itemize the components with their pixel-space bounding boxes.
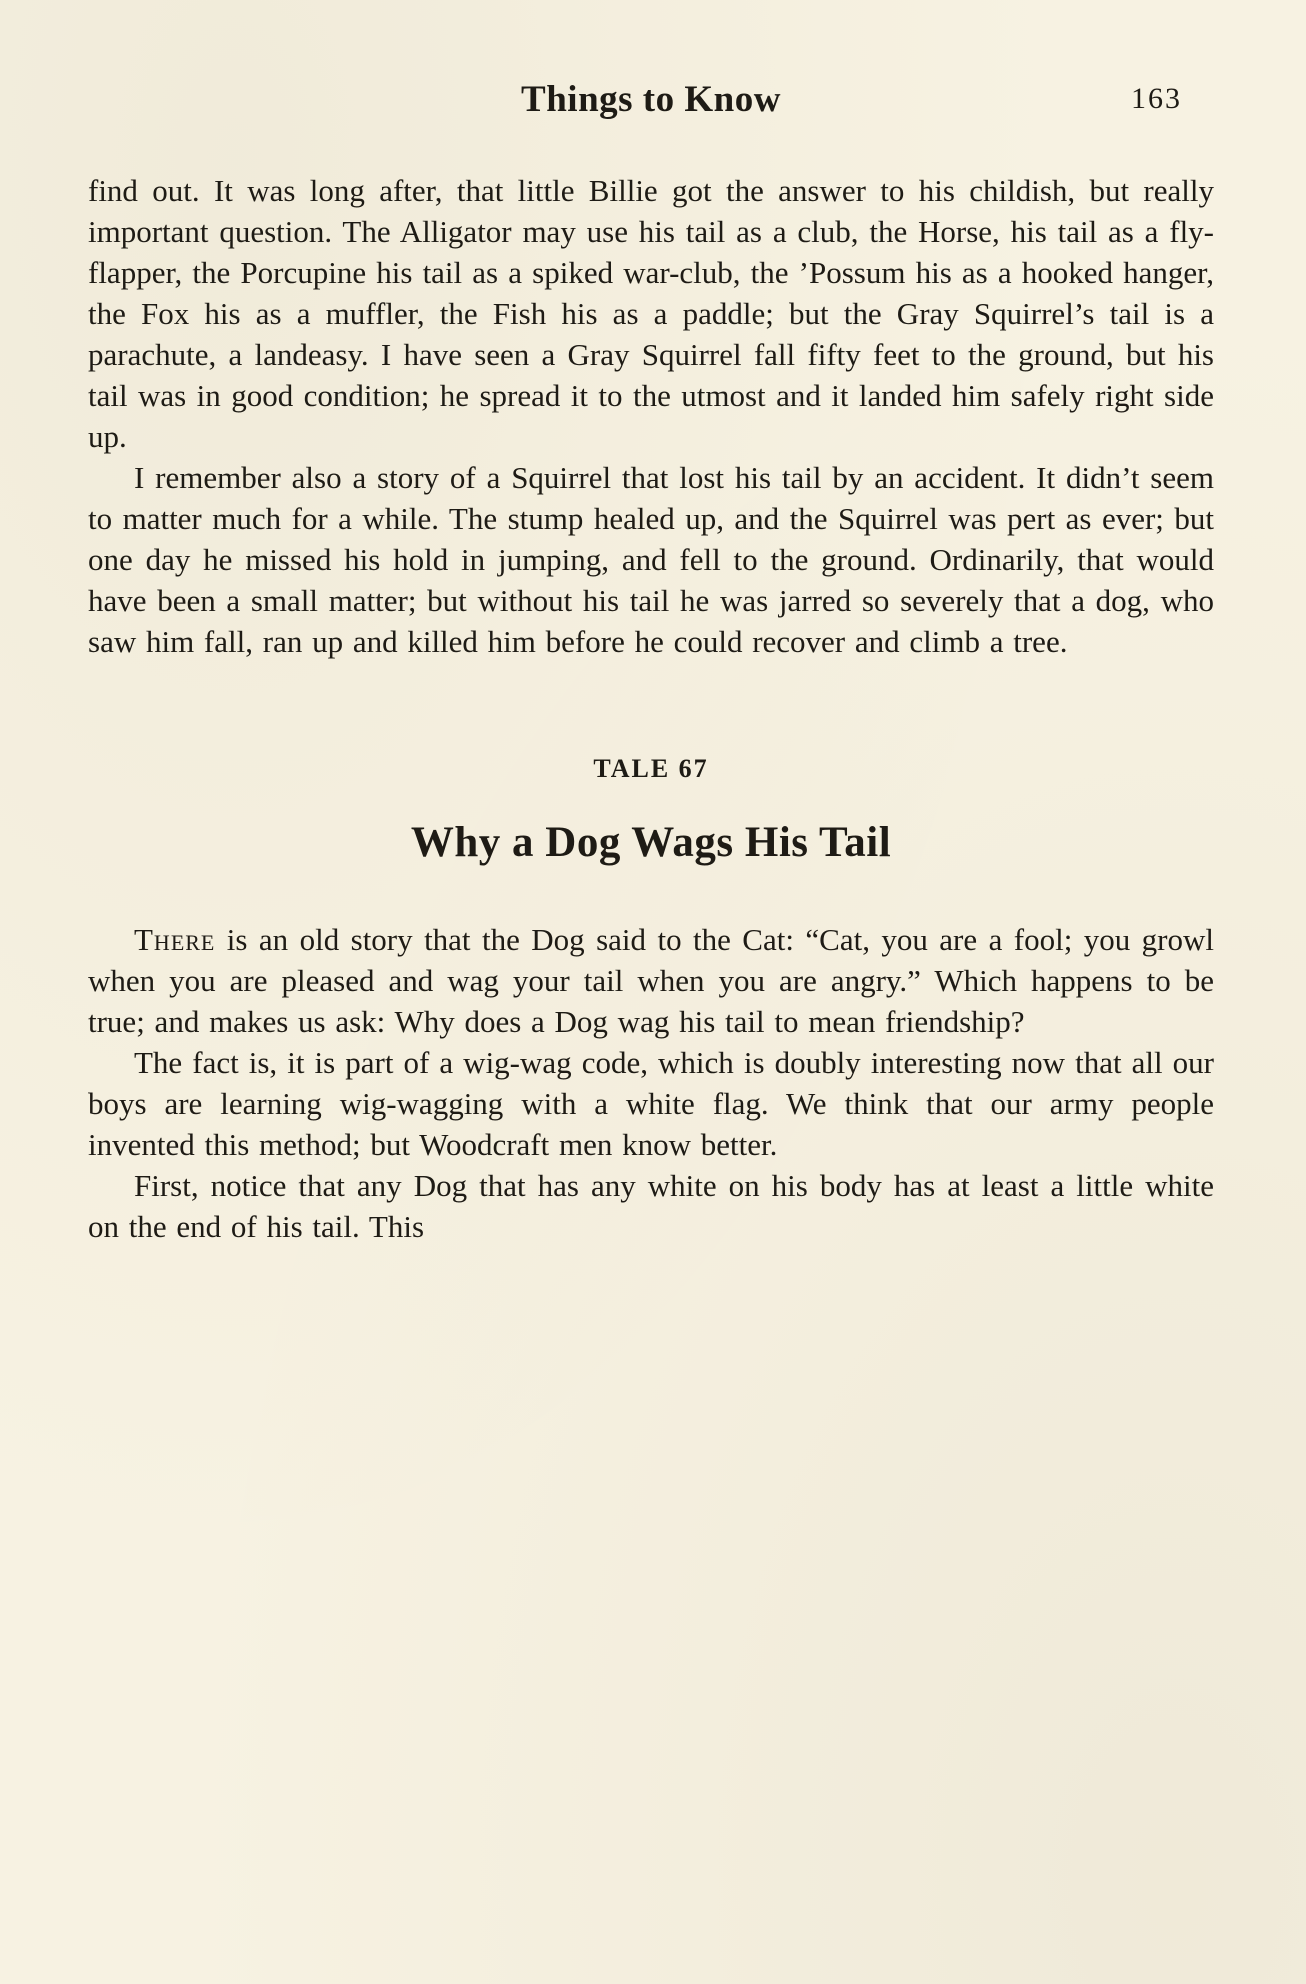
section-continuation xyxy=(88,170,1214,662)
paragraph: find out. It was long after, that little Billie got the answer to his childish, but really important question. The Alligator may use his tail as a club, the Horse, his tail as a fly-flapper, the Porcupine his tail as a spiked war-club, the ’Possum his as a hooked hanger, the Fox his as a muffler, the Fish his as a paddle; but the Gray Squirrel’s tail is a parachute, a landeasy. I have seen a Gray Squirrel fall fifty feet to the ground, but his tail was in good condition; he spread it to the utmost and it landed him safely right side up. xyxy=(88,173,1214,454)
paragraph: The fact is, it is part of a wig-wag code, which is doubly interesting now that all our boys are learning wig-wagging with a white flag. We think that our army people invented this method; but Woodcraft men know better. xyxy=(88,1045,1214,1162)
paragraph-rest: is an old story that the Dog said to the Cat: “Cat, you are a fool; you growl when you are pleased and wag your tail when you are angry.” Which happens to be true; and makes us ask: Why does a Dog wag his tail to mean friendship? xyxy=(88,922,1214,1039)
tale-number-label: TALE 67 xyxy=(593,754,709,783)
tale-title: Why a Dog Wags His Tail xyxy=(410,819,892,866)
tale-section xyxy=(88,754,1214,1247)
paragraph: I remember also a story of a Squirrel that lost his tail by an accident. It didn’t seem to matter much for a while. The stump healed up, and the Squirrel was pert as ever; but one day he missed his hold in jumping, and fell to the ground. Ordinarily, that would have been a small matter; but without his tail he was jarred so severely that a dog, who saw him fall, ran up and killed him before he could recover and climb a tree. xyxy=(88,460,1214,659)
page-number: 163 xyxy=(1131,82,1182,115)
paragraph-lead-smallcaps: There xyxy=(134,922,216,957)
tale-body xyxy=(88,919,1214,1247)
paragraph xyxy=(88,919,1214,1042)
running-head xyxy=(88,78,1214,130)
running-head-title: Things to Know xyxy=(521,79,781,120)
paragraph: First, notice that any Dog that has any white on his body has at least a little white on the end of his tail. This xyxy=(88,1168,1214,1244)
